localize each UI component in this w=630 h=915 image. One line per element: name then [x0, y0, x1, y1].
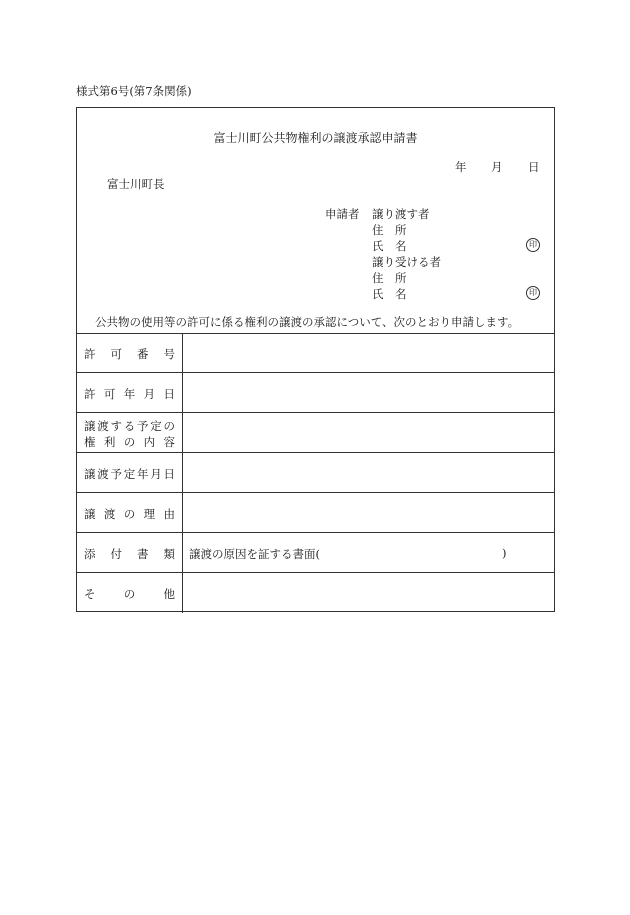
- row-label: [77, 413, 183, 452]
- planned-transfer-date-label: 譲 渡 予 定 年 月 日: [84, 467, 175, 481]
- addressee: 富士川町長: [107, 177, 165, 191]
- transferor-label: 譲り渡す者: [372, 207, 430, 221]
- right-contents-label-line2: 権 利 の 内 容: [84, 435, 175, 449]
- table-row-transfer-reason: [77, 493, 554, 533]
- transferor-name-label: 氏 名: [372, 239, 407, 253]
- attachments-field[interactable]: 譲渡の原因を証する書面(: [189, 547, 320, 561]
- table-row-attachments: [77, 533, 554, 573]
- table-row-right-contents: [77, 413, 554, 453]
- table-row-permit-date: [77, 373, 554, 413]
- row-label: [77, 493, 183, 532]
- form-title: 富士川町公共物権利の譲渡承認申請書: [213, 131, 418, 145]
- transfer-reason-label: 譲 渡 の 理 由: [84, 507, 175, 521]
- application-form: [76, 107, 555, 612]
- permit-date-label: 許 可 年 月 日: [84, 387, 175, 401]
- table-row-permit-number: [77, 333, 554, 373]
- transferor-address-label: 住 所: [372, 223, 407, 237]
- transferee-address-label: 住 所: [372, 271, 407, 285]
- row-label: [77, 573, 183, 613]
- permit-number-label: 許 可 番 号: [84, 347, 175, 361]
- row-label: [77, 453, 183, 492]
- date-day-label: 日: [528, 160, 540, 174]
- row-label: [77, 533, 183, 572]
- table-row-planned-transfer-date: [77, 453, 554, 493]
- right-contents-label-line1: 譲 渡 す る 予 定 の: [84, 419, 175, 433]
- other-label: そ の 他: [84, 587, 175, 601]
- form-header-section: [77, 108, 554, 334]
- transferee-label: 譲り受ける者: [372, 255, 441, 269]
- applicant-label: 申請者: [325, 207, 360, 221]
- attachments-label: 添 付 書 類: [84, 547, 175, 561]
- row-label: [77, 333, 183, 372]
- request-statement: 公共物の使用等の許可に係る権利の譲渡の承認について、次のとおり申請します。: [95, 315, 520, 329]
- row-label: [77, 373, 183, 412]
- transferee-name-label: 氏 名: [372, 287, 407, 301]
- date-month-label: 月: [491, 160, 503, 174]
- table-row-other: [77, 573, 554, 613]
- transferor-seal-mark: 印: [526, 238, 540, 252]
- attachments-close-paren: ): [502, 546, 507, 560]
- date-year-label: 年: [455, 160, 467, 174]
- form-number: 様式第6号(第7条関係): [76, 84, 192, 98]
- transferee-seal-mark: 印: [526, 286, 540, 300]
